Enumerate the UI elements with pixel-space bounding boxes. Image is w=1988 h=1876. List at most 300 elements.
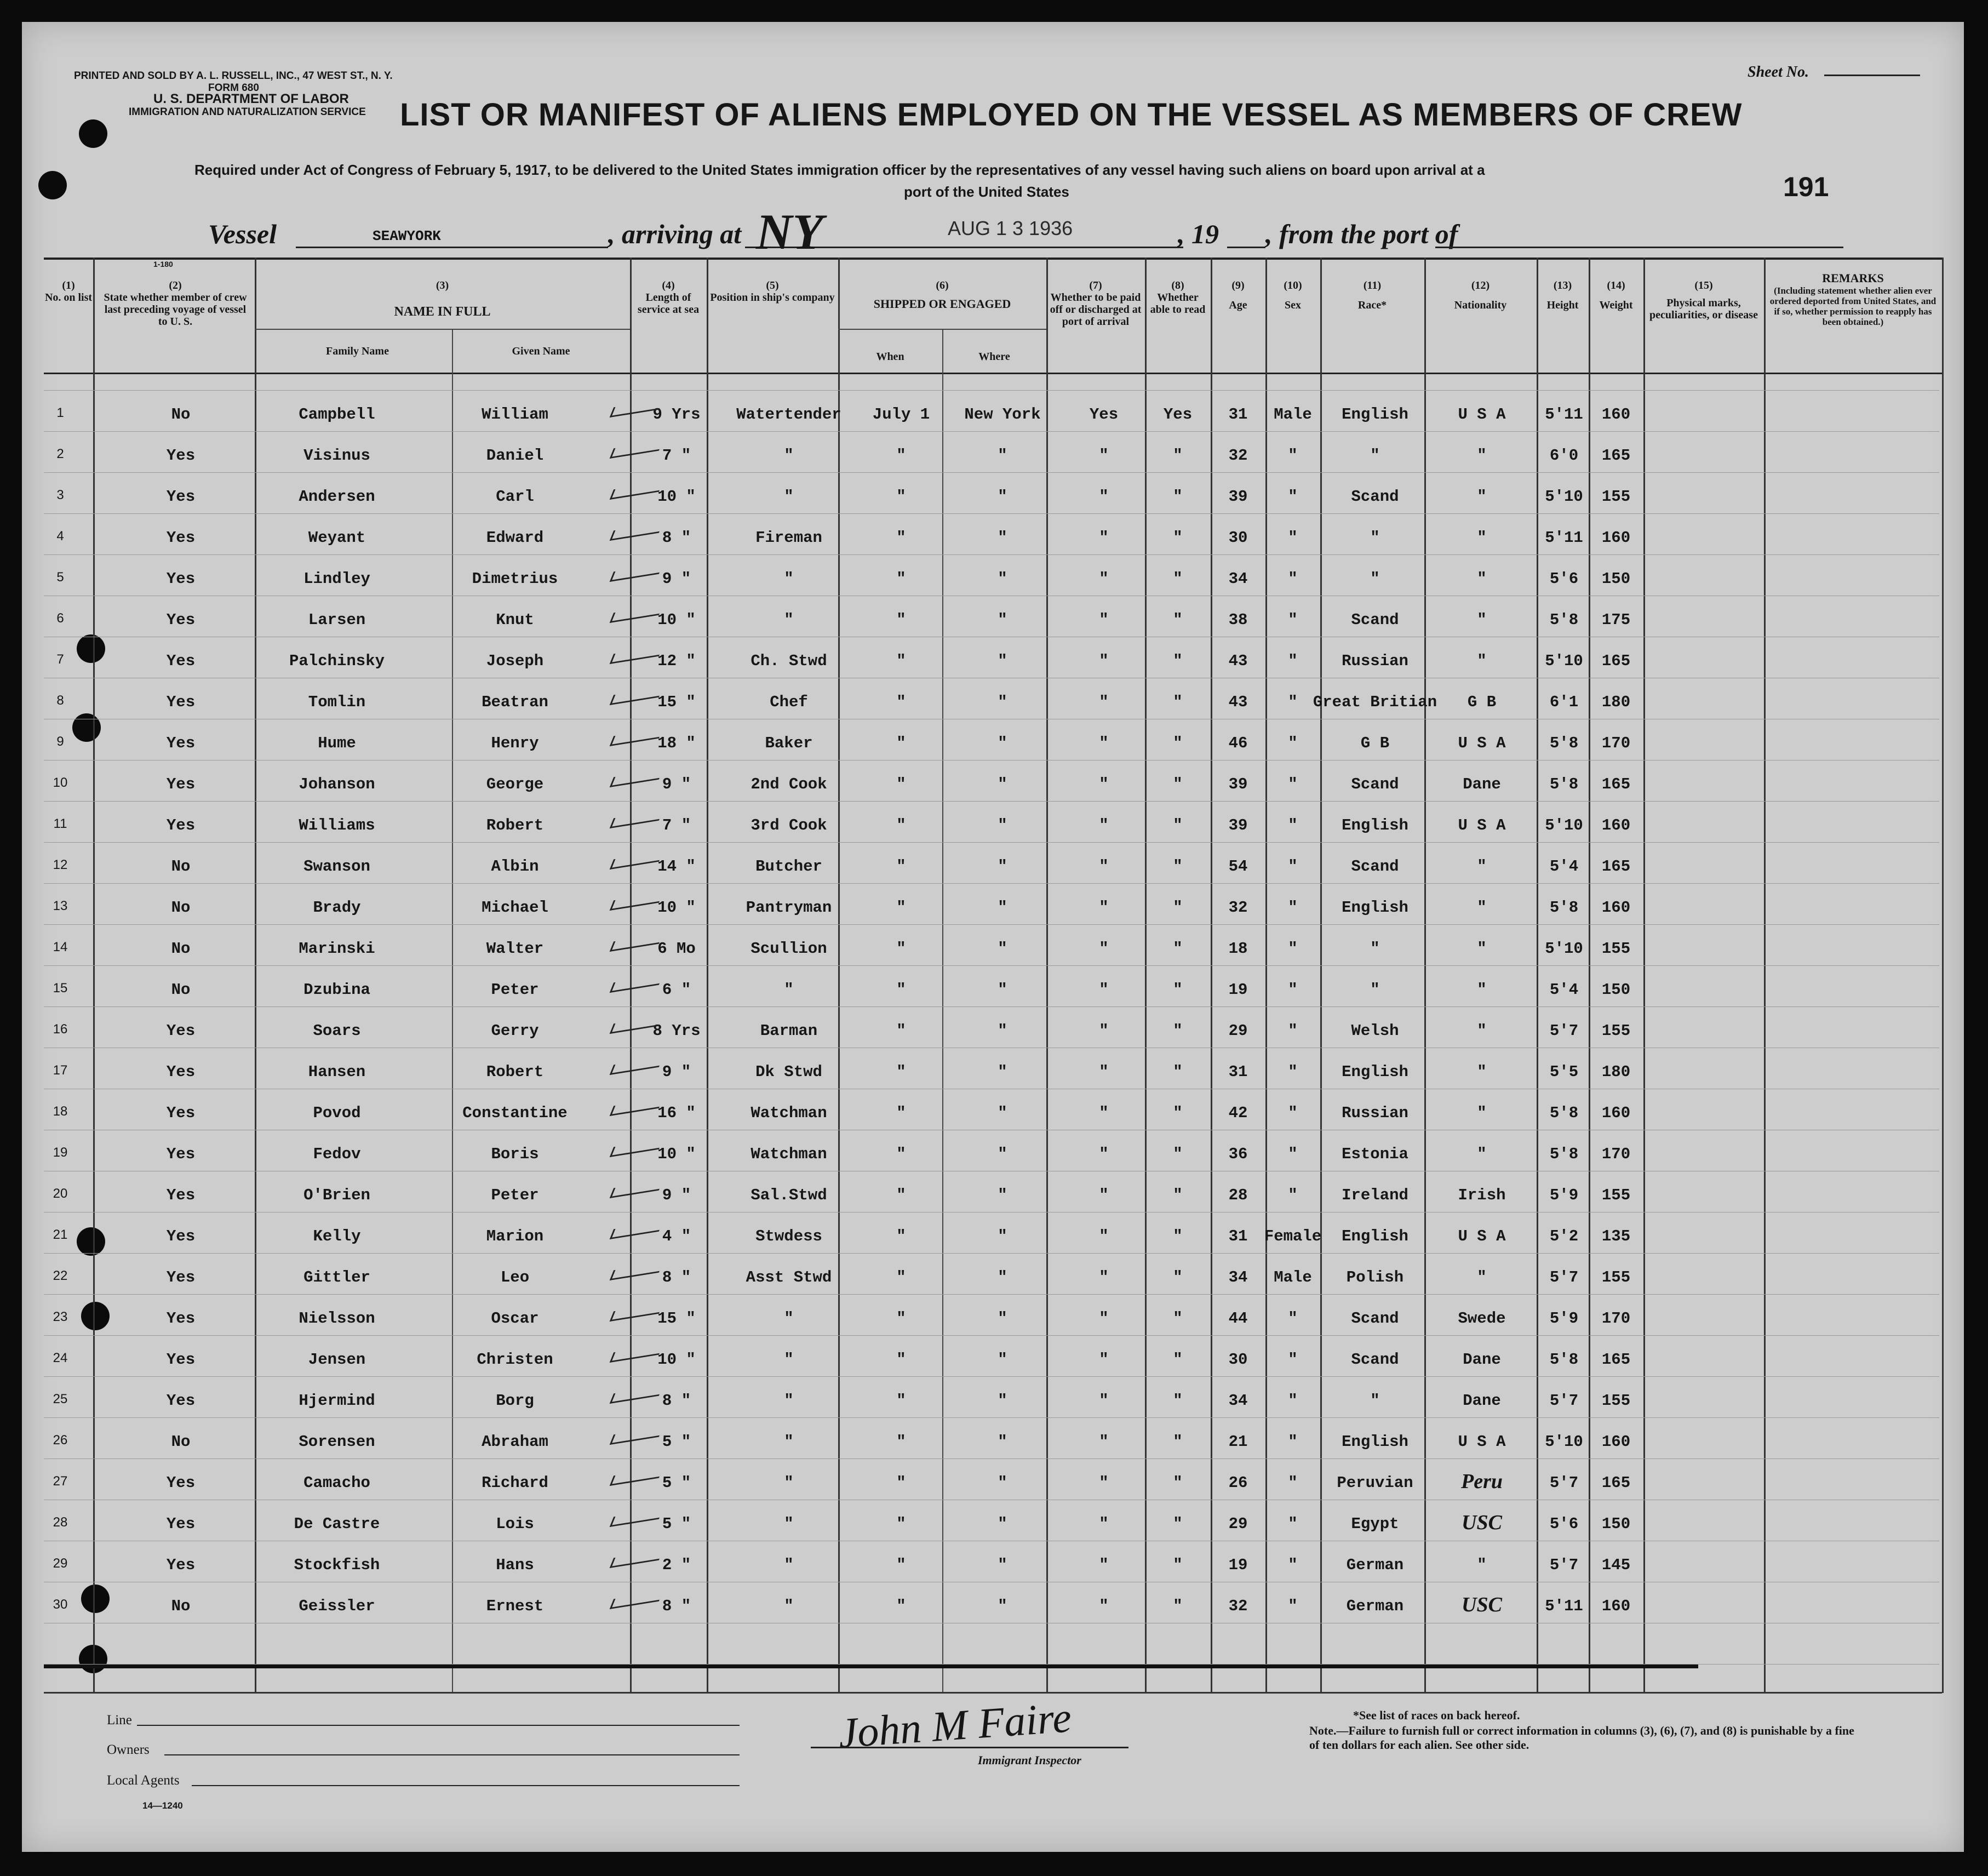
cell-shipped-where: ": [998, 611, 1007, 629]
cell-weight: 155: [1601, 1268, 1631, 1286]
cell-age: 43: [1228, 693, 1248, 711]
cell-shipped-when: ": [896, 1309, 906, 1328]
vessel-name-line: [296, 247, 608, 248]
cell-family-name: O'Brien: [303, 1186, 370, 1204]
cell-shipped-where: ": [998, 1433, 1007, 1451]
cell-height: 5'9: [1549, 1309, 1579, 1328]
penalty-note: Note.—Failure to furnish full or correct information in columns (3), (6), (7), and (8) is punishable by a fine of ten dollars for each alien. See other side.: [1309, 1724, 1854, 1752]
cell-paid-off: ": [1099, 611, 1109, 629]
cell-shipped-where: ": [998, 1227, 1007, 1245]
row-rule: [44, 1006, 1939, 1007]
cell-nationality: U S A: [1458, 1227, 1506, 1245]
cell-given-name: Walter: [486, 940, 544, 958]
cell-shipped-when: ": [896, 447, 906, 465]
cell-paid-off: ": [1099, 570, 1109, 588]
cell-row-number: 30: [53, 1597, 68, 1612]
cell-nationality: USC: [1462, 1511, 1502, 1534]
cell-service-length: 8 ": [662, 1268, 691, 1286]
cell-family-name: Lindley: [303, 570, 370, 588]
col-divider: [1424, 258, 1426, 1693]
races-footnote: *See list of races on back hereof.: [1353, 1708, 1520, 1722]
cell-able-to-read: ": [1173, 1392, 1183, 1410]
cell-family-name: Hansen: [308, 1063, 366, 1081]
cell-paid-off: ": [1099, 652, 1109, 670]
check-mark: [610, 1427, 663, 1445]
cell-able-to-read: ": [1173, 1309, 1183, 1328]
cell-sex: ": [1288, 1392, 1298, 1410]
cell-service-length: 18 ": [657, 734, 696, 752]
cell-weight: 165: [1601, 652, 1631, 670]
cell-prev-voyage: Yes: [166, 816, 196, 834]
cell-service-length: 16 ": [657, 1104, 696, 1122]
cell-row-number: 29: [53, 1556, 68, 1571]
cell-nationality: ": [1477, 899, 1487, 917]
check-mark: [610, 1345, 663, 1363]
cell-row-number: 17: [53, 1063, 68, 1078]
cell-able-to-read: ": [1173, 1063, 1183, 1081]
cell-weight: 170: [1601, 734, 1631, 752]
col-header-height: (13) Height: [1546, 279, 1579, 311]
cell-height: 5'8: [1549, 1104, 1579, 1122]
col-divider: [1537, 258, 1538, 1693]
cell-position: Fireman: [755, 529, 822, 547]
cell-row-number: 9: [56, 734, 64, 749]
cell-sex: ": [1288, 1186, 1298, 1204]
year-line: [1227, 247, 1265, 248]
cell-position: 3rd Cook: [750, 816, 827, 834]
cell-age: 31: [1228, 405, 1248, 424]
service-name: IMMIGRATION AND NATURALIZATION SERVICE: [129, 106, 366, 118]
cell-sex: ": [1288, 652, 1298, 670]
cell-shipped-when: ": [896, 611, 906, 629]
cell-shipped-where: ": [998, 1556, 1007, 1574]
check-mark: [610, 851, 663, 870]
cell-family-name: Kelly: [313, 1227, 361, 1245]
cell-service-length: 9 ": [662, 775, 691, 793]
cell-prev-voyage: Yes: [166, 529, 196, 547]
name-subdivider: [452, 329, 453, 1693]
cell-shipped-when: ": [896, 1186, 906, 1204]
cell-height: 5'9: [1549, 1186, 1579, 1204]
cell-race: English: [1342, 1063, 1408, 1081]
cell-weight: 160: [1601, 405, 1631, 424]
cell-shipped-where: ": [998, 1022, 1007, 1040]
cell-shipped-when: ": [896, 981, 906, 999]
year-label: , 19: [1178, 219, 1219, 249]
cell-sex: ": [1288, 940, 1298, 958]
cell-shipped-where: ": [998, 940, 1007, 958]
cell-position: ": [784, 1392, 794, 1410]
cell-able-to-read: ": [1173, 1597, 1183, 1615]
cell-able-to-read: ": [1173, 488, 1183, 506]
cell-race: English: [1342, 405, 1408, 424]
cell-service-length: 8 ": [662, 1597, 691, 1615]
cell-prev-voyage: Yes: [166, 1022, 196, 1040]
cell-position: Stwdess: [755, 1227, 822, 1245]
cell-family-name: Brady: [313, 899, 361, 917]
cell-race: Egypt: [1351, 1515, 1399, 1533]
cell-prev-voyage: Yes: [166, 570, 196, 588]
from-label: , from the port of: [1265, 219, 1458, 249]
cell-sex: Male: [1274, 405, 1312, 424]
cell-shipped-where: New York: [964, 405, 1041, 424]
col-header-prev-voyage: (2) State whether member of crew last preceding voyage of vessel to U. S.: [104, 279, 247, 328]
cell-shipped-when: ": [896, 570, 906, 588]
col-divider: [1320, 258, 1322, 1693]
cell-able-to-read: ": [1173, 693, 1183, 711]
cell-sex: ": [1288, 1309, 1298, 1328]
form-code: 14—1240: [142, 1800, 183, 1811]
col-header-weight: (14) Weight: [1599, 279, 1633, 311]
col-divider: [1942, 258, 1944, 1693]
cell-weight: 150: [1601, 981, 1631, 999]
col-divider: [255, 258, 256, 1693]
check-mark: [610, 1468, 663, 1486]
line-field: [137, 1725, 740, 1726]
cell-prev-voyage: Yes: [166, 652, 196, 670]
col-divider: [838, 258, 840, 1693]
cell-able-to-read: ": [1173, 611, 1183, 629]
cell-shipped-when: July 1: [872, 405, 930, 424]
cell-nationality: U S A: [1458, 405, 1506, 424]
cell-given-name: Borg: [496, 1392, 534, 1410]
cell-row-number: 6: [56, 611, 64, 626]
cell-able-to-read: ": [1173, 816, 1183, 834]
punch-hole: [72, 713, 101, 742]
cell-service-length: 5 ": [662, 1515, 691, 1533]
cell-age: 32: [1228, 447, 1248, 465]
cell-nationality: ": [1477, 611, 1487, 629]
cell-age: 39: [1228, 488, 1248, 506]
col-header-when: When: [876, 351, 904, 363]
cell-service-length: 9 Yrs: [652, 405, 701, 424]
check-mark: [610, 1303, 663, 1322]
page-number: 191: [1783, 171, 1829, 202]
owners-field: [164, 1754, 740, 1755]
col-divider: [1265, 258, 1267, 1693]
cell-row-number: 19: [53, 1145, 68, 1160]
cell-race: Estonia: [1342, 1145, 1408, 1163]
cell-row-number: 27: [53, 1474, 68, 1489]
table-end-rule: [44, 1665, 1698, 1668]
cell-shipped-when: ": [896, 1268, 906, 1286]
cell-race: Russian: [1342, 652, 1408, 670]
cell-sex: ": [1288, 734, 1298, 752]
cell-nationality: ": [1477, 570, 1487, 588]
cell-prev-voyage: Yes: [166, 1392, 196, 1410]
check-mark: [610, 1262, 663, 1280]
cell-family-name: Andersen: [299, 488, 375, 506]
cell-age: 44: [1228, 1309, 1248, 1328]
cell-height: 5'8: [1549, 611, 1579, 629]
cell-age: 38: [1228, 611, 1248, 629]
cell-weight: 155: [1601, 1392, 1631, 1410]
cell-height: 5'10: [1545, 488, 1583, 506]
cell-shipped-when: ": [896, 1351, 906, 1369]
check-mark: [610, 441, 663, 459]
cell-row-number: 23: [53, 1309, 68, 1324]
col-header-race: (11) Race*: [1357, 279, 1387, 311]
cell-family-name: Camacho: [303, 1474, 370, 1492]
cell-sex: ": [1288, 1515, 1298, 1533]
punch-hole: [77, 634, 105, 663]
col-header-physical-marks: (15) Physical marks, peculiarities, or disease: [1649, 279, 1758, 321]
cell-paid-off: ": [1099, 1556, 1109, 1574]
cell-position: Chef: [770, 693, 808, 711]
cell-able-to-read: ": [1173, 570, 1183, 588]
cell-position: ": [784, 1515, 794, 1533]
cell-paid-off: ": [1099, 529, 1109, 547]
cell-family-name: Marinski: [299, 940, 375, 958]
cell-shipped-when: ": [896, 1104, 906, 1122]
cell-nationality: Dane: [1463, 1392, 1501, 1410]
cell-age: 30: [1228, 529, 1248, 547]
cell-service-length: 10 ": [657, 1351, 696, 1369]
cell-prev-voyage: No: [171, 405, 191, 424]
cell-service-length: 8 ": [662, 1392, 691, 1410]
cell-height: 5'7: [1549, 1268, 1579, 1286]
sheet-no-line: [1824, 75, 1920, 76]
cell-position: Asst Stwd: [746, 1268, 832, 1286]
punch-hole: [79, 119, 107, 148]
cell-prev-voyage: Yes: [166, 447, 196, 465]
cell-able-to-read: ": [1173, 1104, 1183, 1122]
cell-position: ": [784, 1351, 794, 1369]
cell-age: 28: [1228, 1186, 1248, 1204]
check-mark: [610, 934, 663, 952]
cell-shipped-when: ": [896, 1474, 906, 1492]
check-mark: [610, 975, 663, 993]
cell-prev-voyage: Yes: [166, 611, 196, 629]
manifest-document: [22, 22, 1964, 1852]
cell-row-number: 10: [53, 775, 68, 790]
cell-prev-voyage: Yes: [166, 1227, 196, 1245]
cell-race: Scand: [1351, 611, 1399, 629]
cell-height: 5'6: [1549, 1515, 1579, 1533]
check-mark: [610, 605, 663, 623]
check-mark: [610, 1057, 663, 1075]
row-rule: [44, 965, 1939, 966]
cell-nationality: ": [1477, 529, 1487, 547]
cell-given-name: Joseph: [486, 652, 544, 670]
cell-paid-off: ": [1099, 1022, 1109, 1040]
cell-prev-voyage: Yes: [166, 1063, 196, 1081]
cell-shipped-when: ": [896, 857, 906, 876]
cell-race: English: [1342, 1227, 1408, 1245]
cell-shipped-where: ": [998, 1515, 1007, 1533]
cell-shipped-where: ": [998, 981, 1007, 999]
cell-height: 5'5: [1549, 1063, 1579, 1081]
cell-shipped-where: ": [998, 899, 1007, 917]
small-code: 1-180: [153, 260, 173, 268]
cell-race: Scand: [1351, 857, 1399, 876]
check-mark: [610, 810, 663, 828]
cell-age: 42: [1228, 1104, 1248, 1122]
arriving-port: NY: [756, 204, 823, 260]
cell-race: ": [1370, 1392, 1380, 1410]
cell-given-name: George: [486, 775, 544, 793]
cell-service-length: 8 ": [662, 529, 691, 547]
cell-shipped-where: ": [998, 447, 1007, 465]
cell-sex: ": [1288, 1597, 1298, 1615]
cell-row-number: 1: [56, 405, 64, 420]
cell-paid-off: ": [1099, 734, 1109, 752]
cell-family-name: Fedov: [313, 1145, 361, 1163]
cell-height: 5'11: [1545, 529, 1583, 547]
cell-weight: 150: [1601, 570, 1631, 588]
cell-given-name: Edward: [486, 529, 544, 547]
cell-height: 5'8: [1549, 775, 1579, 793]
col-header-paid-off: (7) Whether to be paid off or discharged at port of arrival: [1050, 279, 1142, 328]
cell-prev-voyage: Yes: [166, 734, 196, 752]
cell-service-length: 8 Yrs: [652, 1022, 701, 1040]
cell-family-name: Jensen: [308, 1351, 366, 1369]
vessel-name: SEAWYORK: [373, 228, 441, 244]
cell-age: 29: [1228, 1022, 1248, 1040]
cell-height: 5'10: [1545, 1433, 1583, 1451]
cell-given-name: Robert: [486, 816, 544, 834]
cell-weight: 160: [1601, 816, 1631, 834]
cell-shipped-where: ": [998, 1351, 1007, 1369]
cell-sex: ": [1288, 899, 1298, 917]
cell-shipped-when: ": [896, 1145, 906, 1163]
cell-family-name: Gittler: [303, 1268, 370, 1286]
col-divider: [707, 258, 708, 1693]
cell-sex: ": [1288, 816, 1298, 834]
cell-family-name: Povod: [313, 1104, 361, 1122]
row-rule: [44, 924, 1939, 925]
cell-able-to-read: ": [1173, 1022, 1183, 1040]
cell-paid-off: ": [1099, 1186, 1109, 1204]
cell-service-length: 5 ": [662, 1433, 691, 1451]
cell-position: ": [784, 1433, 794, 1451]
cell-nationality: ": [1477, 981, 1487, 999]
cell-shipped-where: ": [998, 775, 1007, 793]
check-mark: [610, 523, 663, 541]
cell-paid-off: ": [1099, 1433, 1109, 1451]
cell-position: ": [784, 447, 794, 465]
cell-prev-voyage: Yes: [166, 693, 196, 711]
col-header-nationality: (12) Nationality: [1454, 279, 1507, 311]
cell-race: ": [1370, 981, 1380, 999]
cell-age: 32: [1228, 1597, 1248, 1615]
cell-given-name: Christen: [477, 1351, 553, 1369]
row-rule: [44, 472, 1939, 473]
col-divider: [93, 258, 95, 1693]
cell-race: Peruvian: [1337, 1474, 1413, 1492]
cell-race: Polish: [1346, 1268, 1404, 1286]
cell-sex: ": [1288, 1351, 1298, 1369]
cell-service-length: 9 ": [662, 1186, 691, 1204]
printer-line: PRINTED AND SOLD BY A. L. RUSSELL, INC., 47 WEST ST., N. Y.: [74, 70, 393, 82]
cell-race: Scand: [1351, 1351, 1399, 1369]
cell-height: 5'10: [1545, 940, 1583, 958]
cell-sex: ": [1288, 488, 1298, 506]
row-rule: [44, 883, 1939, 884]
row-rule: [44, 1335, 1939, 1336]
cell-shipped-where: ": [998, 693, 1007, 711]
cell-age: 32: [1228, 899, 1248, 917]
col-divider: [1211, 258, 1212, 1693]
cell-race: Ireland: [1342, 1186, 1408, 1204]
cell-row-number: 8: [56, 693, 64, 708]
cell-nationality: ": [1477, 940, 1487, 958]
cell-family-name: Nielsson: [299, 1309, 375, 1328]
cell-service-length: 9 ": [662, 1063, 691, 1081]
cell-height: 5'8: [1549, 899, 1579, 917]
cell-shipped-where: ": [998, 488, 1007, 506]
cell-position: Butcher: [755, 857, 822, 876]
cell-paid-off: ": [1099, 488, 1109, 506]
cell-given-name: Richard: [482, 1474, 548, 1492]
cell-service-length: 7 ": [662, 816, 691, 834]
cell-shipped-when: ": [896, 1515, 906, 1533]
cell-sex: ": [1288, 529, 1298, 547]
cell-age: 30: [1228, 1351, 1248, 1369]
cell-nationality: Peru: [1461, 1470, 1503, 1493]
cell-nationality: ": [1477, 857, 1487, 876]
cell-able-to-read: ": [1173, 1515, 1183, 1533]
cell-row-number: 15: [53, 981, 68, 996]
cell-row-number: 12: [53, 857, 68, 872]
cell-paid-off: ": [1099, 1392, 1109, 1410]
cell-position: 2nd Cook: [750, 775, 827, 793]
cell-prev-voyage: No: [171, 940, 191, 958]
cell-able-to-read: ": [1173, 1145, 1183, 1163]
cell-height: 5'10: [1545, 816, 1583, 834]
col-header-service: (4) Length of service at sea: [637, 279, 700, 316]
cell-able-to-read: Yes: [1163, 405, 1193, 424]
cell-age: 39: [1228, 775, 1248, 793]
cell-race: English: [1342, 1433, 1408, 1451]
cell-shipped-where: ": [998, 1063, 1007, 1081]
cell-paid-off: ": [1099, 1515, 1109, 1533]
row-rule: [44, 1417, 1939, 1418]
cell-shipped-where: ": [998, 816, 1007, 834]
cell-given-name: Michael: [482, 899, 548, 917]
check-mark: [610, 1386, 663, 1404]
cell-family-name: De Castre: [294, 1515, 380, 1533]
cell-given-name: Oscar: [491, 1309, 539, 1328]
cell-shipped-when: ": [896, 816, 906, 834]
row-rule: [44, 554, 1939, 555]
cell-prev-voyage: Yes: [166, 1515, 196, 1533]
cell-able-to-read: ": [1173, 981, 1183, 999]
cell-weight: 160: [1601, 1433, 1631, 1451]
cell-given-name: Knut: [496, 611, 534, 629]
cell-family-name: Palchinsky: [289, 652, 385, 670]
check-mark: [610, 687, 663, 705]
cell-able-to-read: ": [1173, 1556, 1183, 1574]
cell-sex: Male: [1274, 1268, 1312, 1286]
cell-shipped-where: ": [998, 1186, 1007, 1204]
cell-family-name: Hume: [318, 734, 356, 752]
cell-row-number: 14: [53, 940, 68, 954]
cell-able-to-read: ": [1173, 1227, 1183, 1245]
cell-age: 36: [1228, 1145, 1248, 1163]
cell-shipped-where: ": [998, 1145, 1007, 1163]
check-mark: [610, 482, 663, 500]
cell-shipped-when: ": [896, 1022, 906, 1040]
cell-weight: 160: [1601, 1597, 1631, 1615]
cell-family-name: Dzubina: [303, 981, 370, 999]
row-rule: [44, 390, 1939, 391]
cell-age: 29: [1228, 1515, 1248, 1533]
cell-nationality: ": [1477, 1556, 1487, 1574]
cell-nationality: G B: [1467, 693, 1497, 711]
cell-paid-off: ": [1099, 857, 1109, 876]
cell-weight: 160: [1601, 899, 1631, 917]
